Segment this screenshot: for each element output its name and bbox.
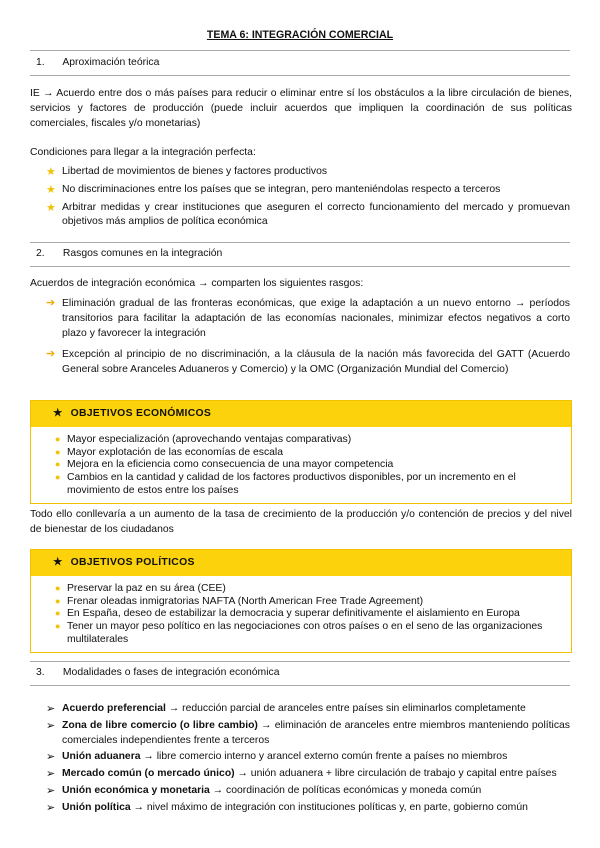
arrow-right-icon: ➔ [46, 348, 56, 361]
bullet-icon: ● [55, 595, 61, 606]
definition-paragraph: IE → Acuerdo entre dos o más países para reducir o eliminar entre sí los obstáculos a la libre circulación de bienes, servicios y factores de producción (puede incluir acuerdos que impliquen la coordinación de sus políticas comerciales, fiscales y/o monetarias) [30, 88, 572, 129]
list-item: ➔ Excepción al principio de no discriminación, a la cláusula de la nación más favorecida del GATT (Acuerdo General sobre Aranceles Aduaneros y Comercio) y la OMC (Organización Mundial del Comercio) [46, 348, 570, 376]
box-title: OBJETIVOS POLÍTICOS [70, 557, 195, 568]
section-1-label: Aproximación teórica [62, 57, 160, 68]
list-item: ● Mayor especialización (aprovechando ventajas comparativas) [55, 434, 352, 445]
traits-list [46, 297, 570, 380]
list-item: ● Mayor explotación de las economías de escala [55, 446, 284, 458]
list-item: ● Preservar la paz en su área (CEE) [55, 583, 226, 594]
section-1-number: 1. [36, 57, 45, 68]
star-icon: ★ [46, 201, 56, 214]
economic-objectives-box [30, 400, 572, 504]
list-item: ➢ Mercado común (o mercado único) → unión aduanera + libre circulación de trabajo y capital entre países [46, 767, 570, 782]
bullet-icon: ● [55, 621, 61, 632]
conditions-list [46, 165, 570, 232]
list-item: ➢ Acuerdo preferencial → reducción parcial de aranceles entre países sin eliminarlos completamente [46, 702, 570, 717]
conditions-intro: Condiciones para llegar a la integración perfecta: [30, 147, 256, 158]
list-item: ➢ Unión económica y monetaria → coordinación de políticas económicas y moneda común [46, 784, 570, 799]
box-title: OBJETIVOS ECONÓMICOS [70, 408, 212, 419]
chevron-right-icon: ➢ [46, 784, 56, 797]
star-icon: ★ [53, 557, 63, 568]
economic-objectives-list [31, 427, 571, 503]
section-divider [30, 661, 570, 662]
bullet-icon: ● [55, 608, 61, 619]
list-item: ➢ Zona de libre comercio (o libre cambio) → eliminación de aranceles entre miembros manteniendo políticas comerciales independientes frente a terceros [46, 719, 571, 746]
section-1-heading [30, 56, 570, 76]
star-icon: ★ [53, 408, 63, 419]
section-3-number: 3. [36, 667, 45, 678]
chevron-right-icon: ➢ [46, 719, 56, 732]
agreements-intro: Acuerdos de integración económica → comparten los siguientes rasgos: [30, 278, 364, 289]
list-item: ● Frenar oleadas inmigratorias NAFTA (North American Free Trade Agreement) [55, 595, 424, 607]
star-icon: ★ [46, 183, 56, 196]
chevron-right-icon: ➢ [46, 801, 56, 814]
list-item: ★ No discriminaciones entre los países que se integran, pero manteniéndolas respecto a terceros [46, 183, 570, 198]
list-item: ➔ Eliminación gradual de las fronteras económicas, que exige la adaptación a un nuevo entorno → períodos transitorios para facilitar la adaptación de las economías nacionales, minimizar efectos negativos a corto plazo y favorecer la integración [46, 297, 570, 339]
chevron-right-icon: ➢ [46, 751, 56, 764]
bullet-icon: ● [55, 446, 61, 457]
phases-list [46, 702, 570, 817]
section-3-heading [30, 666, 570, 686]
section-2-heading [30, 247, 570, 267]
list-item: ● Mejora en la eficiencia como consecuencia de una mayor competencia [55, 459, 394, 471]
economic-summary: Todo ello conllevaría a un aumento de la tasa de crecimiento de la producción y/o contención de precios y del nivel de bienestar de los ciudadanos [30, 509, 572, 535]
political-objectives-box [30, 549, 572, 653]
bullet-icon: ● [55, 583, 61, 593]
section-divider [30, 242, 570, 243]
list-item: ★ Libertad de movimientos de bienes y factores productivos [46, 165, 570, 180]
box-header [31, 401, 571, 427]
political-objectives-list [31, 576, 571, 652]
page-title: TEMA 6: INTEGRACIÓN COMERCIAL [206, 29, 394, 41]
star-icon: ★ [46, 166, 56, 178]
bullet-icon: ● [55, 459, 61, 470]
list-item: ➢ Unión política → nivel máximo de integración con instituciones políticas y, en parte, gobierno común [46, 801, 570, 816]
list-item: ★ Arbitrar medidas y crear instituciones que aseguren el correcto funcionamiento del mercado y promuevan objetivos más amplios de política económica [46, 201, 570, 228]
arrow-right-icon: ➔ [46, 297, 56, 309]
section-3-label: Modalidades o fases de integración económica [62, 667, 280, 678]
list-item: ● Tener un mayor peso político en las negociaciones con otros países o en el seno de las organizaciones multilaterales [55, 621, 543, 645]
section-2-number: 2. [36, 248, 45, 259]
section-2-label: Rasgos comunes en la integración [62, 248, 223, 259]
list-item: ● En España, deseo de estabilizar la democracia y superar definitivamente el aislamiento en Europa [55, 608, 520, 620]
list-item: ➢ Unión aduanera → libre comercio interno y arancel externo común frente a países no miembros [46, 750, 570, 765]
section-divider [30, 50, 570, 51]
list-item: ● Cambios en la cantidad y calidad de los factores productivos disponibles, por un incremento en el movimiento de estos entre los países [55, 472, 516, 496]
box-header [31, 550, 571, 576]
chevron-right-icon: ➢ [46, 768, 56, 781]
bullet-icon: ● [55, 434, 61, 444]
bullet-icon: ● [55, 472, 61, 483]
chevron-right-icon: ➢ [46, 703, 56, 715]
